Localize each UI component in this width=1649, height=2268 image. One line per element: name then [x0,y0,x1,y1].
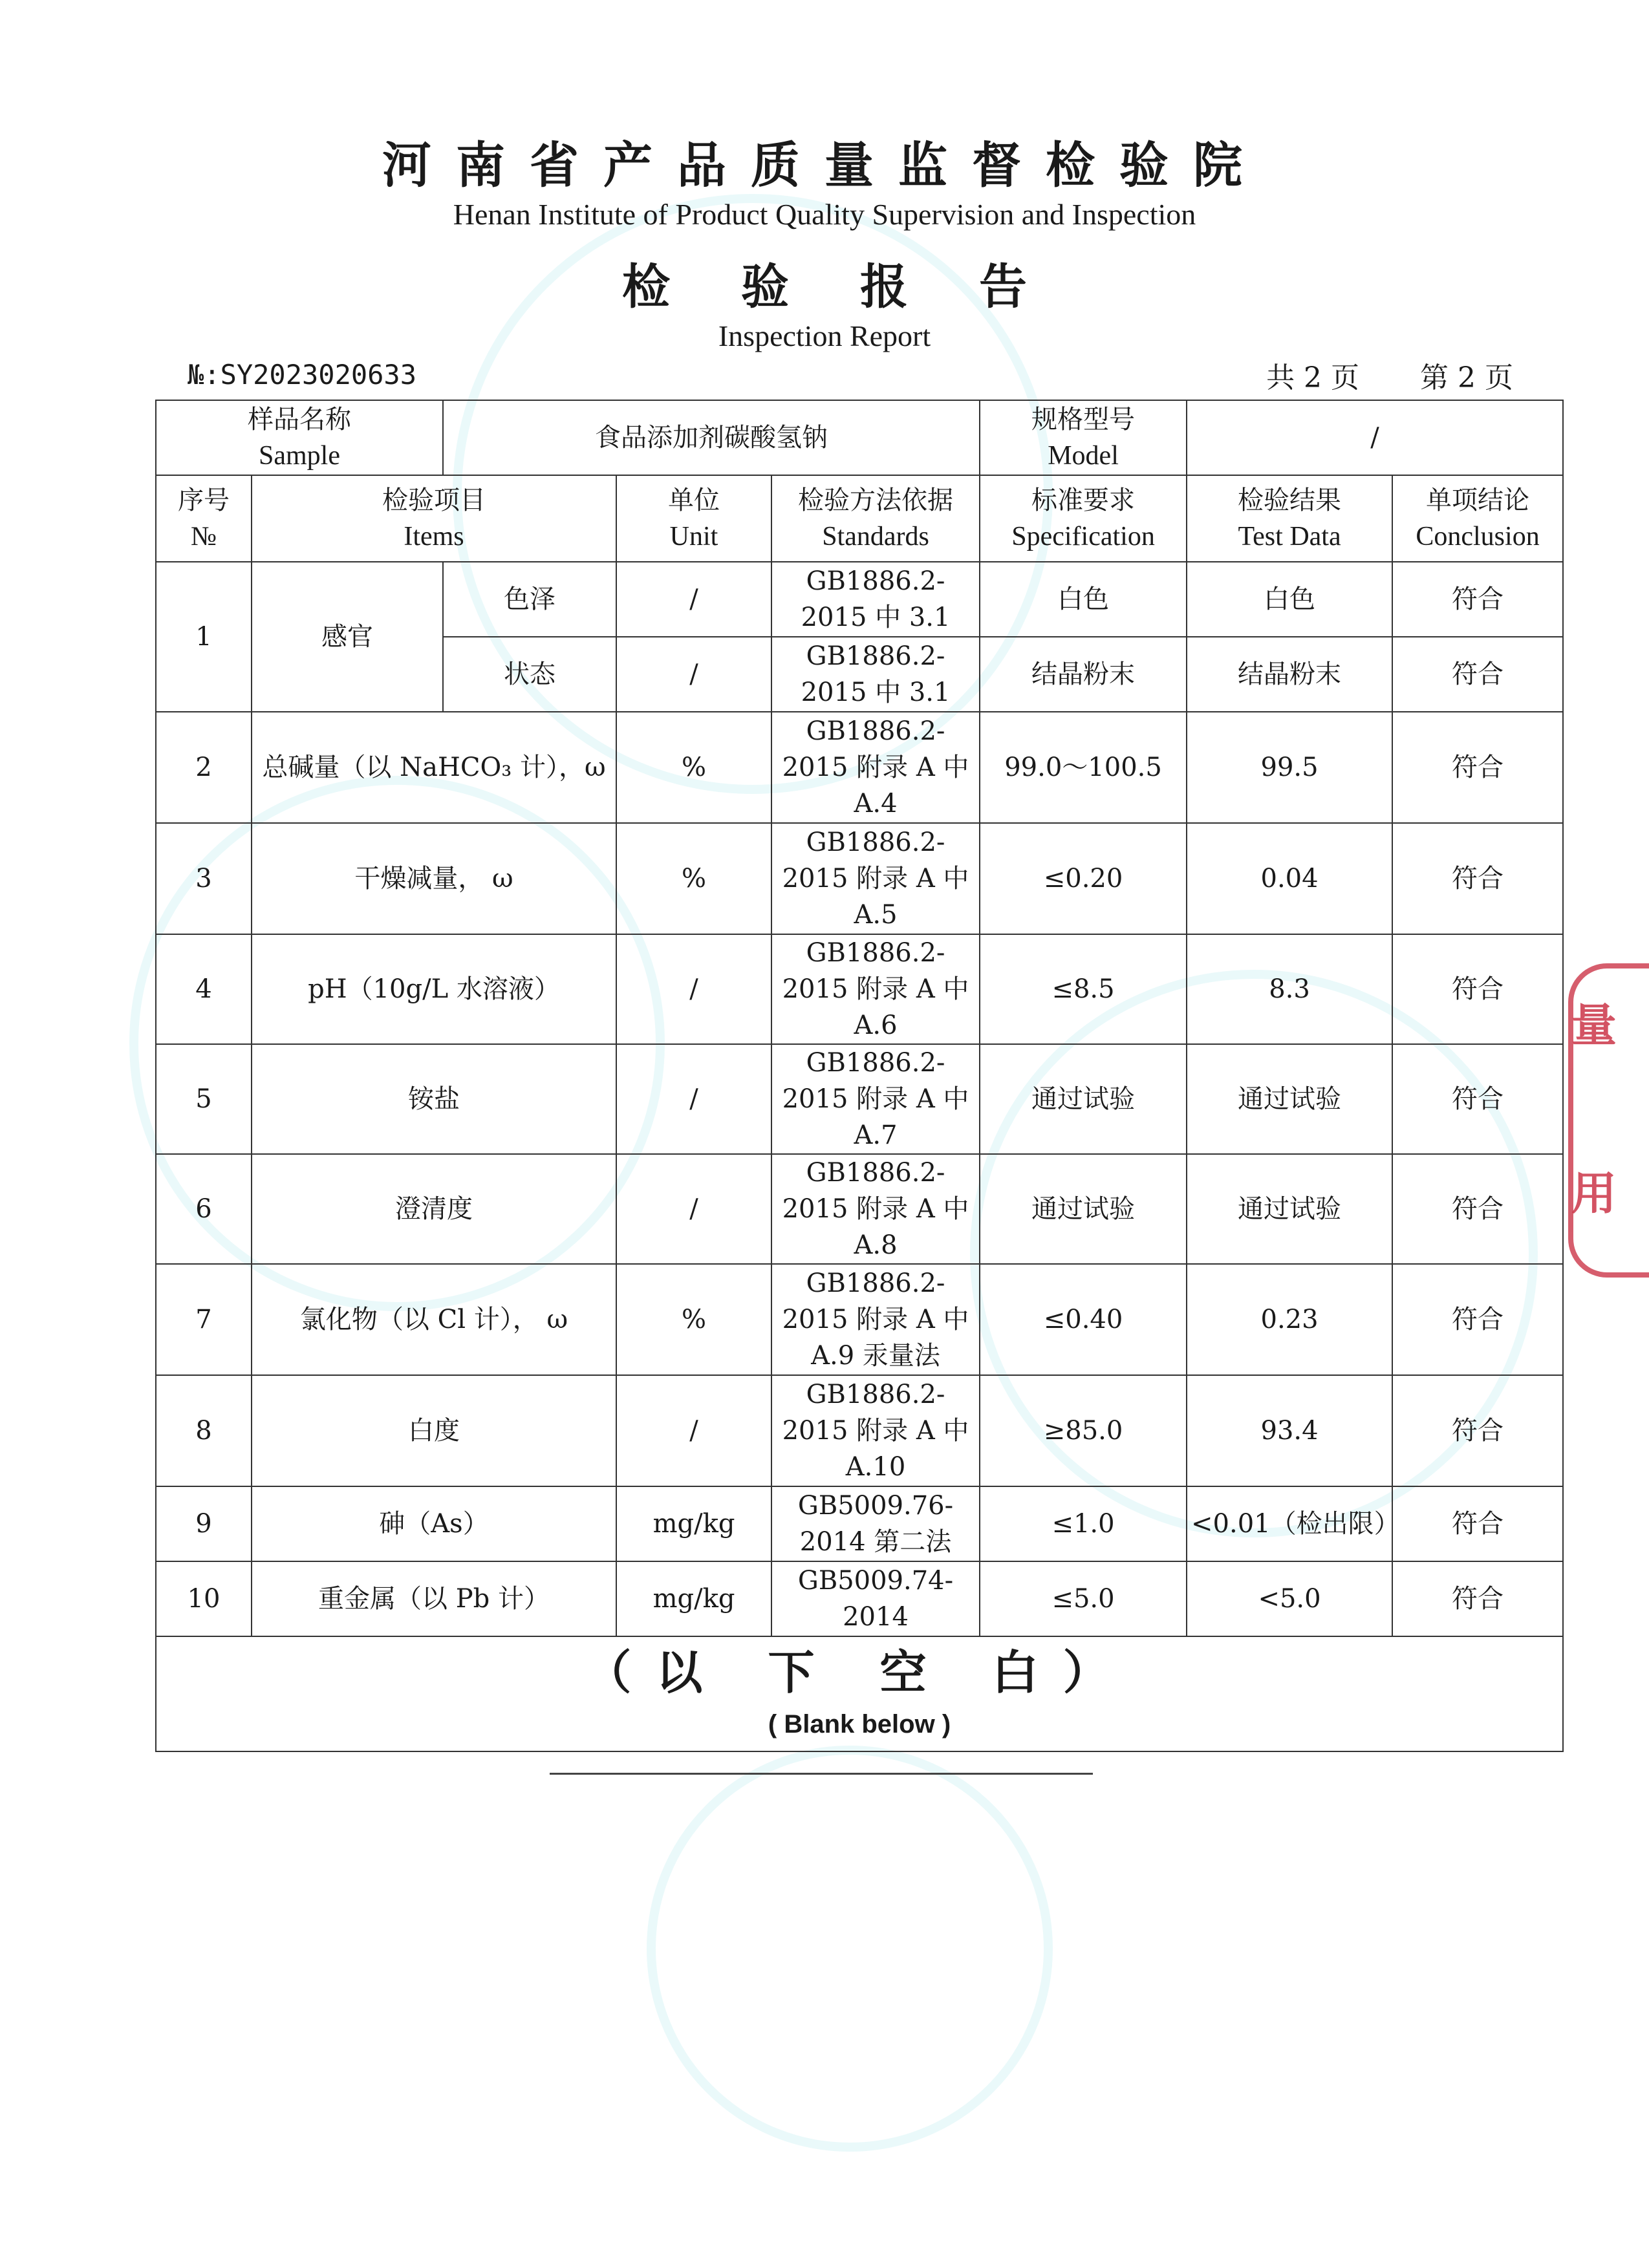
row-std: GB1886.2-2015 附录 A 中 A.9 汞量法 [771,1264,980,1375]
model-value: / [1187,400,1563,475]
page-number: 第 2 页 [1420,361,1513,394]
row-item: 状态 [443,637,616,712]
model-label-en: Model [1048,441,1119,471]
institute-name-cn: 河南省产品质量监督检验院 [382,136,1267,194]
row-no: 5 [156,1044,252,1154]
row-concl: 符合 [1392,562,1563,637]
row-std: GB1886.2-2015 中 3.1 [771,637,980,712]
report-number: №:SY2023020633 [188,359,417,390]
row-std: GB1886.2-2015 附录 A 中 A.5 [771,823,980,934]
col-spec [980,475,1187,562]
row-concl: 符合 [1392,1154,1563,1264]
row-spec: ≤0.40 [980,1264,1187,1375]
col-items-en: Items [404,522,464,551]
row-unit: mg/kg [616,1486,771,1561]
col-unit-en: Unit [669,522,718,551]
row-spec: 结晶粉末 [980,637,1187,712]
row-result: <0.01（检出限） [1187,1486,1392,1561]
row-spec: ≤1.0 [980,1486,1187,1561]
row-result: 8.3 [1187,934,1392,1044]
row-item: 砷（As） [252,1486,616,1561]
row-concl: 符合 [1392,934,1563,1044]
table-row [156,712,1563,823]
col-no-en: № [190,522,217,551]
institute-name-en: Henan Institute of Product Quality Supervision and Inspection [453,198,1196,231]
col-concl-cn: 单项结论 [1426,486,1530,515]
row-spec: 99.0～100.5 [980,712,1187,823]
row-result: 0.23 [1187,1264,1392,1375]
row-std: GB1886.2-2015 附录 A 中 A.4 [771,712,980,823]
row-std: GB1886.2-2015 附录 A 中 A.6 [771,934,980,1044]
table-row [156,934,1563,1044]
row-item: 白度 [252,1375,616,1486]
col-spec-cn: 标准要求 [1031,486,1136,515]
row-no: 6 [156,1154,252,1264]
row-spec: ≤8.5 [980,934,1187,1044]
row-std: GB5009.74-2014 [771,1561,980,1636]
row-no: 2 [156,712,252,823]
col-concl [1392,475,1563,562]
table-row [156,1264,1563,1375]
report-title-en: Inspection Report [718,319,931,352]
row-item: 澄清度 [252,1154,616,1264]
row-spec: ≤0.20 [980,823,1187,934]
sample-label-cn: 样品名称 [248,405,351,434]
row-unit: / [616,637,771,712]
row-result: 白色 [1187,562,1392,637]
row-unit: / [616,1044,771,1154]
col-items-cn: 检验项目 [382,486,486,515]
row-no: 8 [156,1375,252,1486]
model-label [980,400,1187,475]
row-result: 结晶粉末 [1187,637,1392,712]
total-pages: 共 2 页 [1266,361,1360,394]
row-spec: 通过试验 [980,1044,1187,1154]
col-no [156,475,252,562]
row-no: 4 [156,934,252,1044]
row-spec: ≥85.0 [980,1375,1187,1486]
col-result-en: Test Data [1238,522,1341,551]
table-row [156,1561,1563,1636]
stamp-text-1: 量 [1571,999,1617,1052]
col-spec-en: Specification [1011,522,1155,551]
row-item: 色泽 [443,562,616,637]
col-std-cn: 检验方法依据 [798,486,954,515]
row-result: 93.4 [1187,1375,1392,1486]
row-no: 9 [156,1486,252,1561]
row-unit: % [616,712,771,823]
row-item: pH（10g/L 水溶液） [252,934,616,1044]
col-result [1187,475,1392,562]
row-unit: / [616,562,771,637]
row-result: 99.5 [1187,712,1392,823]
row-no: 3 [156,823,252,934]
table-row [156,1154,1563,1264]
row-no: 7 [156,1264,252,1375]
row-no: 10 [156,1561,252,1636]
blank-row [156,1636,1563,1751]
row-concl: 符合 [1392,712,1563,823]
table-row [156,562,1563,637]
row-concl: 符合 [1392,1264,1563,1375]
row-item: 铵盐 [252,1044,616,1154]
page-info [1262,354,1513,396]
col-unit-cn: 单位 [668,486,720,515]
col-items [252,475,616,562]
table-row [156,1044,1563,1154]
col-concl-en: Conclusion [1416,522,1540,551]
table-row [156,1486,1563,1561]
row-std: GB1886.2-2015 附录 A 中 A.10 [771,1375,980,1486]
row-item: 重金属（以 Pb 计） [252,1561,616,1636]
row-concl: 符合 [1392,1561,1563,1636]
stamp-text-2: 用 [1571,1167,1617,1220]
row-std: GB1886.2-2015 中 3.1 [771,562,980,637]
row-concl: 符合 [1392,1486,1563,1561]
row-spec: 通过试验 [980,1154,1187,1264]
blank-below-cn: （以 下 空 白） [585,1645,1134,1700]
row-concl: 符合 [1392,823,1563,934]
row-concl: 符合 [1392,637,1563,712]
row-result: 通过试验 [1187,1154,1392,1264]
header-row [156,475,1563,562]
table-row [156,823,1563,934]
table-row [156,1375,1563,1486]
row-spec: 白色 [980,562,1187,637]
row-unit: mg/kg [616,1561,771,1636]
sample-value: 食品添加剂碳酸氢钠 [443,400,980,475]
footer-divider [550,1773,1093,1775]
row-unit: / [616,934,771,1044]
row-item: 氯化物（以 Cl 计）， ω [252,1264,616,1375]
row-unit: / [616,1154,771,1264]
sample-label-en: Sample [259,441,340,471]
col-result-cn: 检验结果 [1238,486,1342,515]
col-std-en: Standards [822,522,929,551]
row-std: GB5009.76-2014 第二法 [771,1486,980,1561]
model-label-cn: 规格型号 [1031,405,1136,434]
row-item: 干燥减量， ω [252,823,616,934]
row-unit: % [616,823,771,934]
inspection-table [155,400,1564,1752]
row-result: 0.04 [1187,823,1392,934]
col-unit [616,475,771,562]
row-unit: / [616,1375,771,1486]
row-unit: % [616,1264,771,1375]
row-result: 通过试验 [1187,1044,1392,1154]
col-no-cn: 序号 [178,486,230,515]
row-std: GB1886.2-2015 附录 A 中 A.8 [771,1154,980,1264]
row-concl: 符合 [1392,1044,1563,1154]
row-spec: ≤5.0 [980,1561,1187,1636]
watermark-seal [647,1746,1053,2152]
blank-below [156,1636,1563,1751]
row-no: 1 [156,562,252,712]
row-std: GB1886.2-2015 附录 A 中 A.7 [771,1044,980,1154]
sample-label [156,400,443,475]
sample-row [156,400,1563,475]
row-group: 感官 [252,562,443,712]
blank-below-en: ( Blank below ) [768,1710,951,1738]
row-concl: 符合 [1392,1375,1563,1486]
col-std [771,475,980,562]
row-item: 总碱量（以 NaHCO₃ 计），ω [252,712,616,823]
report-title-cn: 检验报告 [622,259,1098,315]
row-result: <5.0 [1187,1561,1392,1636]
